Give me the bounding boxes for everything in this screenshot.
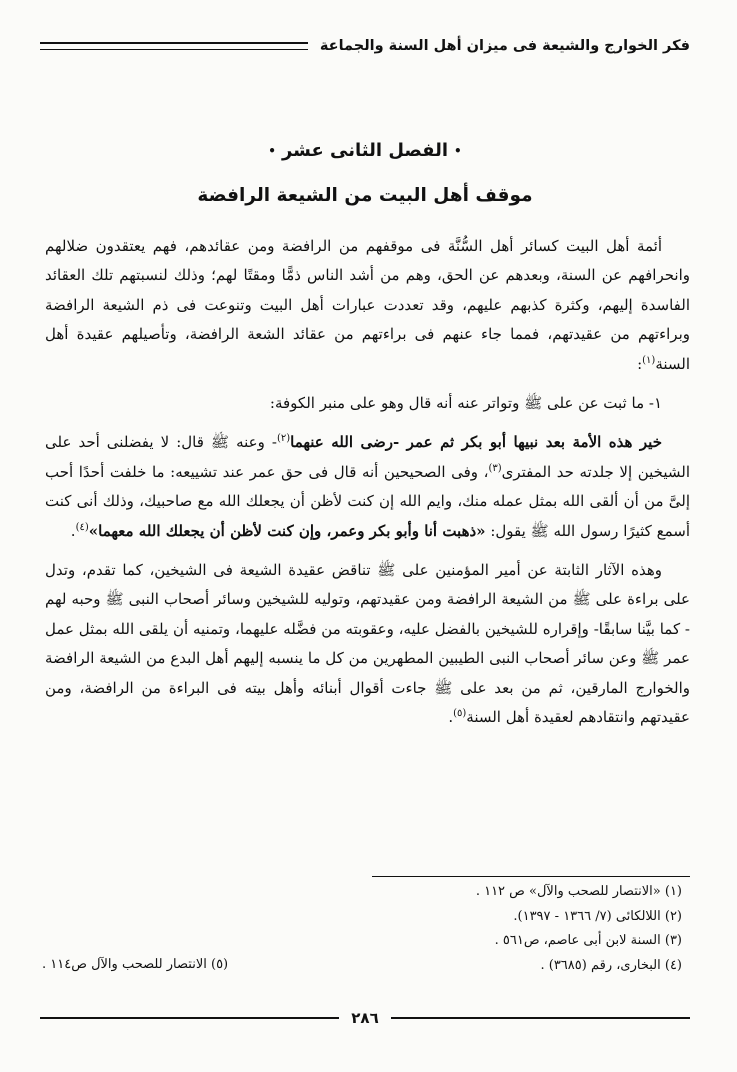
footnote-ref-3: (٣) bbox=[488, 462, 502, 474]
chapter-title: الفصل الثانى عشر bbox=[281, 140, 449, 161]
body-text bbox=[45, 232, 690, 733]
chapter-bullet-left: • bbox=[268, 144, 276, 158]
chapter-heading bbox=[40, 140, 690, 161]
running-title: فكر الخوارج والشيعة فى ميزان أهل السنة والجماعة bbox=[319, 38, 690, 54]
hadith-quote: «ذهبت أنا وأبو بكر وعمر، وإن كنت لأظن أن يجعلك الله معهما» bbox=[88, 521, 486, 540]
paragraph-3 bbox=[45, 428, 690, 546]
footnote-ref-2: (٢) bbox=[276, 433, 291, 445]
chapter-bullet-right: • bbox=[454, 144, 462, 158]
footnote-1: (١) «الانتصار للصحب والآل» ص ١١٢ . bbox=[475, 884, 682, 899]
running-header bbox=[40, 34, 690, 58]
paragraph-2-text: ١- ما ثبت عن على ﷺ وتواتر عنه أنه قال وهو على منبر الكوفة: bbox=[269, 394, 662, 413]
footnote-4: (٤) البخارى، رقم (٣٦٨٥) . bbox=[540, 957, 682, 973]
paragraph-4-text: وهذه الآثار الثابتة عن أمير المؤمنين على ﷺ تناقض عقيدة الشيعة فى الشيخين، كما تقدم، وتدل على براءة على ﷺ من الشيعة الرافضة ومن عقيدتهم، وتوليه للشيخين وسائر أصحاب النبى ﷺ وحبه لهم - كما بيَّنا سابقًا- وإقراره للشيخين بالفضل عليه، وعقوبته من فضَّله عليهما، وتمنيه أن يلقى الله بمثل عمل عمر ﷺ وعن سائر أصحاب النبى الطيبين المطهرين من كل ما ينسبه إليهم أهل البدع من الشيعة الرافضة والخوارج المارقين، ثم من بعد على ﷺ جاءت أقوال أبنائه وأهل بيته فى البراءة من الرافضة، ومن عقيدتهم وانتقادهم لعقيدة أهل السنة bbox=[45, 561, 691, 727]
footnote-separator bbox=[372, 876, 690, 877]
paragraph-1 bbox=[45, 232, 690, 379]
footnote-ref-4: (٤) bbox=[75, 521, 89, 533]
page-number: ٢٨٦ bbox=[351, 1009, 379, 1027]
paragraph-3-part-b: - وعنه ﷺ قال: لا يفضلنى أحد على الشيخين إلا جلدته حد المفترى bbox=[45, 433, 690, 481]
footnote-3: (٣) السنة لابن أبى عاصم، ص٥٦١ . bbox=[494, 933, 682, 948]
footnote-5: (٥) الانتصار للصحب والآل ص١١٤ . bbox=[42, 957, 229, 972]
footer-rule-left bbox=[40, 1017, 339, 1019]
paragraph-4-end: . bbox=[448, 708, 454, 727]
header-rule bbox=[40, 42, 308, 50]
footnote-ref-1: (١) bbox=[642, 354, 656, 366]
paragraph-3-part-c: ، وفى الصحيحين أنه قال فى حق عمر عند تشييعه: ما خلفت أحدًا أحب إلىَّ من أن ألقى الله بمثل عمله منك، وايم الله إن كنت لأظن أن يجعلك الله مع صاحبيك، وذلك أنى كنت أسمع كثيرًا رسول الله ﷺ يقول: bbox=[45, 462, 690, 540]
footer-rule-right bbox=[391, 1017, 690, 1019]
paragraph-1-text: أئمة أهل البيت كسائر أهل السُّنَّة فى موقفهم من الرافضة ومن عقائدهم، فهم يعتقدون ضلالهم وانحرافهم عن السنة، وبعدهم عن الحق، وهم من أشد الناس ذمًّا ومقتًا لهم؛ وذلك لنسبتهم تلك العقائد الفاسدة إليهم، وكثرة كذبهم عليهم، وقد تعددت عبارات أهل البيت وتنوعت فى ذم الشيعة الرافضة وبراءتهم من عقيدتهم، فمما جاء عنهم فى براءتهم من عقائد الشعة الرافضة، وتأصيلهم عقيدة أهل السنة bbox=[45, 237, 690, 373]
paragraph-1-end: : bbox=[637, 354, 643, 373]
footnotes bbox=[40, 880, 690, 978]
footnote-2: (٢) اللالكائى (٧/ ١٣٦٦ - ١٣٩٧). bbox=[513, 908, 682, 924]
footnote-ref-5: (٥) bbox=[453, 708, 467, 720]
page-footer bbox=[40, 1008, 690, 1028]
paragraph-3-end: . bbox=[70, 521, 76, 540]
paragraph-3-part-a: خير هذه الأمة بعد نبيها أبو بكر ثم عمر -رضى الله عنهما bbox=[290, 433, 662, 452]
paragraph-2 bbox=[45, 389, 690, 418]
section-title: موقف أهل البيت من الشيعة الرافضة bbox=[197, 185, 533, 206]
paragraph-4 bbox=[45, 556, 690, 732]
